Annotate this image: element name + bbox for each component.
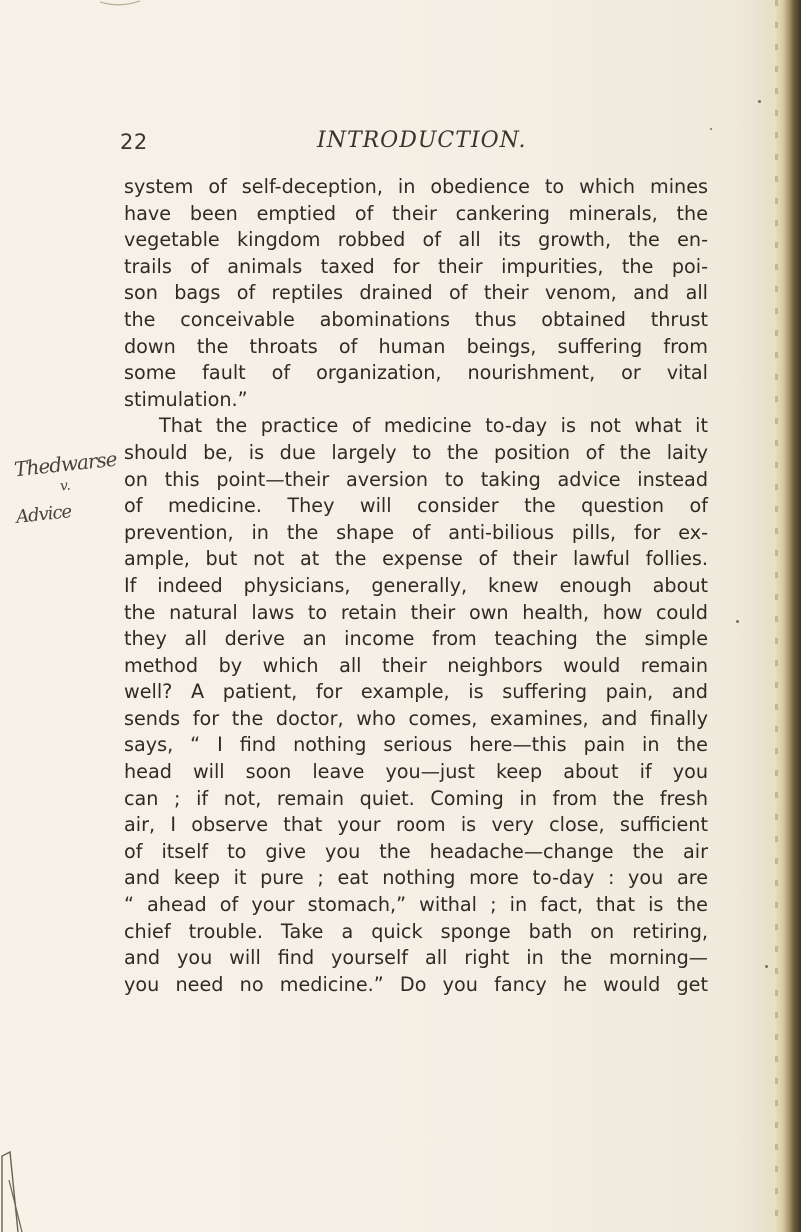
text-line: system of self-deception, in obedience to which mines — [124, 175, 708, 198]
text-line: the natural laws to retain their own health, how could — [124, 600, 708, 624]
text-line: you need no medicine.” Do you fancy he would get — [124, 972, 708, 996]
text-line: prevention, in the shape of anti-bilious pills, for ex- — [124, 520, 708, 544]
text-line: ample, but not at the expense of their lawful follies. — [124, 547, 708, 571]
text-line: of medicine. They will consider the question of — [124, 494, 708, 518]
text-line: have been emptied of their cankering minerals, the — [124, 201, 708, 225]
text-line: and keep it pure ; eat nothing more to-day : you are — [124, 866, 708, 890]
text-line: That the practice of medicine to-day is not what it — [159, 414, 708, 438]
text-line: head will soon leave you—just keep about if you — [124, 760, 708, 784]
text-line: and you will find yourself all right in the morning— — [124, 946, 708, 970]
running-title: INTRODUCTION. — [317, 128, 527, 153]
paper-speck — [758, 100, 761, 103]
text-line: the conceivable abominations thus obtained thrust — [124, 307, 708, 331]
text-line: “ ahead of your stomach,” withal ; in fact, that is the — [124, 893, 708, 917]
body-text — [124, 174, 708, 998]
text-line: down the throats of human beings, suffering from — [124, 334, 708, 358]
text-line: can ; if not, remain quiet. Coming in from the fresh — [124, 786, 708, 810]
text-line: they all derive an income from teaching the simple — [124, 627, 708, 651]
text-line: well? A patient, for example, is suffering pain, and — [124, 680, 708, 704]
margin-handwriting-2: v. — [59, 477, 72, 495]
text-line: of itself to give you the headache—change the air — [124, 839, 708, 863]
top-edge-mark — [100, 0, 140, 10]
text-line: son bags of reptiles drained of their venom, and all — [124, 281, 708, 305]
text-line: If indeed physicians, generally, knew enough about — [124, 573, 708, 597]
running-head — [120, 130, 720, 160]
text-line: vegetable kingdom robbed of all its growth, the en- — [124, 228, 708, 252]
text-line: should be, is due largely to the position of the laity — [124, 440, 708, 464]
paper-speck — [765, 965, 768, 968]
corner-ink-mark — [0, 1150, 40, 1232]
text-line: on this point—their aversion to taking advice instead — [124, 467, 708, 491]
text-line: stimulation.” — [124, 387, 248, 411]
margin-handwriting-3: Advice — [15, 501, 73, 528]
text-line: trails of animals taxed for their impurities, the poi- — [124, 254, 708, 278]
text-line: says, “ I find nothing serious here—this pain in the — [124, 733, 708, 757]
page-number: 22 — [120, 130, 148, 154]
text-line: sends for the doctor, who comes, examines, and finally — [124, 706, 708, 730]
paper-speck — [710, 128, 712, 130]
paper-speck — [736, 620, 739, 623]
text-line: some fault of organization, nourishment, or vital — [124, 361, 708, 385]
text-line: air, I observe that your room is very close, sufficient — [124, 813, 708, 837]
book-binding-edge — [761, 0, 801, 1232]
text-line: chief trouble. Take a quick sponge bath on retiring, — [124, 919, 708, 943]
text-line: method by which all their neighbors would remain — [124, 653, 708, 677]
margin-handwriting-1: Thedwarse — [13, 446, 118, 482]
